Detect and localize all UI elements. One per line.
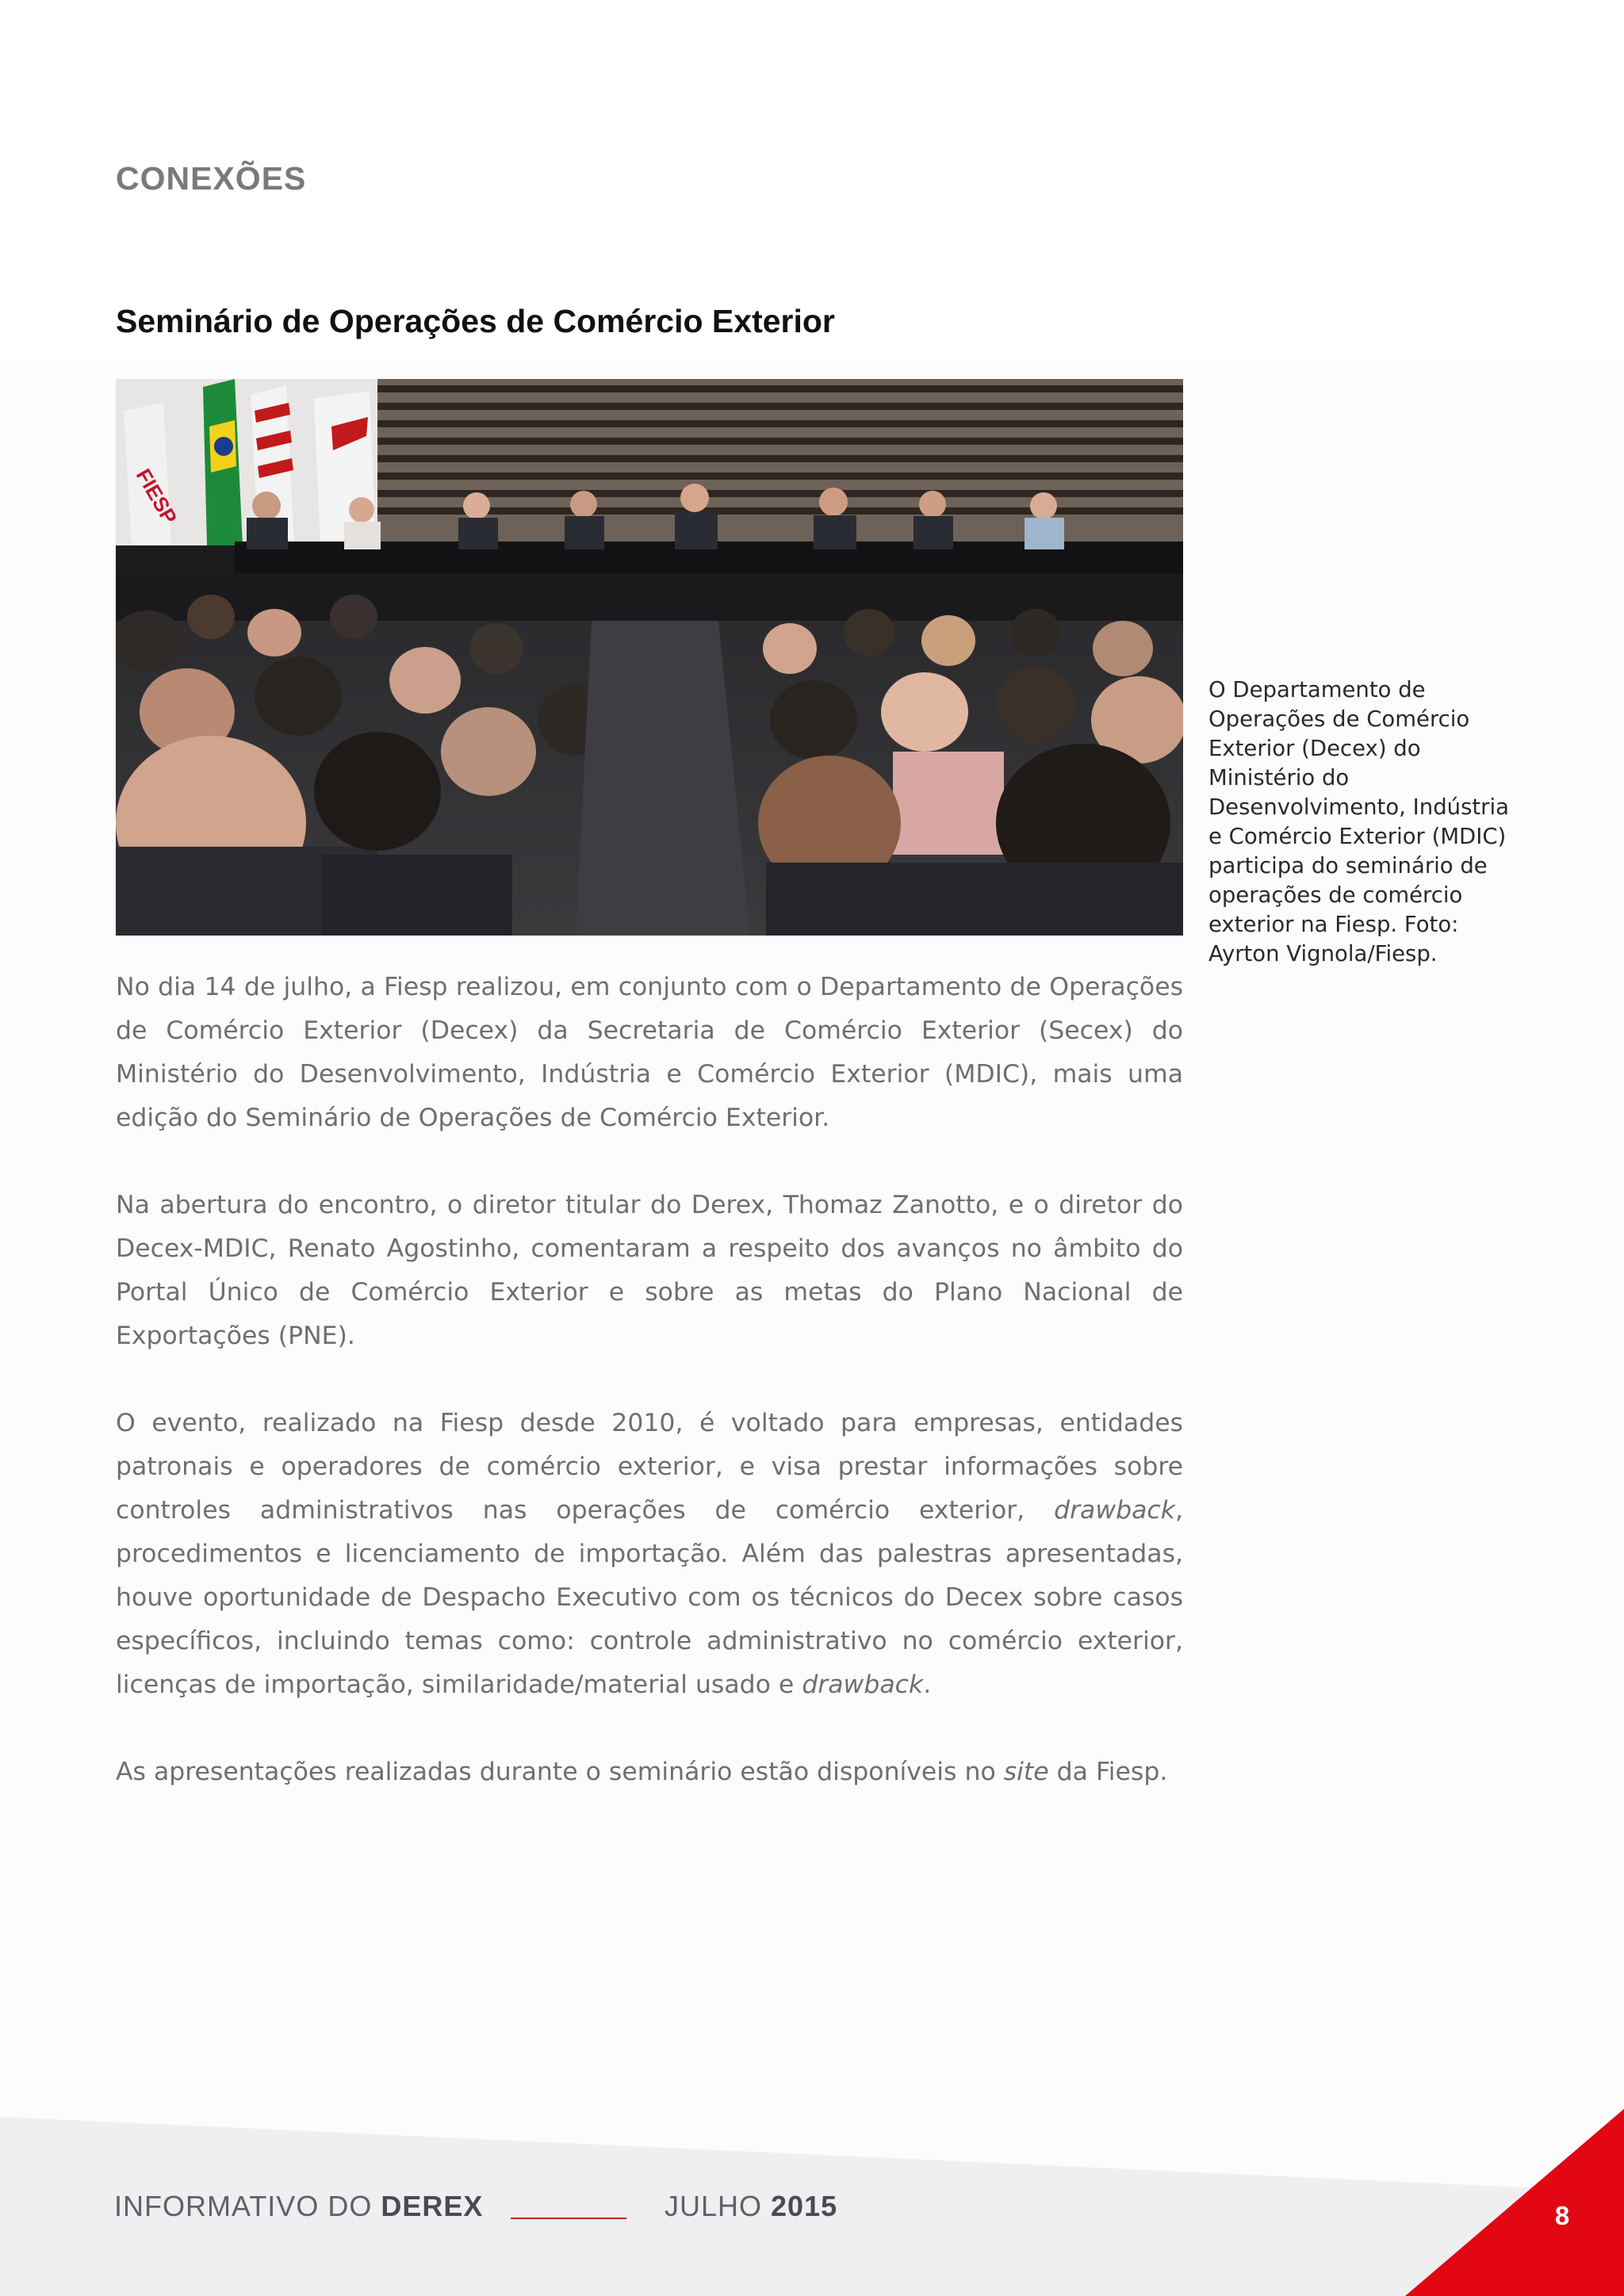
paragraph-3 [116,1402,1183,1707]
paragraph-4 [116,1751,1183,1794]
banner-text: FIESP [131,465,182,529]
paragraph-3-text: . [923,1670,932,1699]
seminar-photo-illustration [116,379,1183,936]
event-photo [116,379,1183,936]
paragraph-4-text: da Fiesp. [1048,1758,1168,1786]
paragraph-3-text: , procedimentos e licenciamento de importação. Além das palestras apresentadas, houve oportunidade de Despacho Executivo com os técnicos do Decex sobre casos específicos, incluindo temas como: controle administrativo no comércio exterior, licenças de importação, similaridade/material usado e [116,1496,1183,1699]
footer-divider [511,2218,626,2219]
publication-title: DEREX [381,2190,484,2222]
paragraph-4-text: As apresentações realizadas durante o seminário estão disponíveis no [116,1758,1004,1786]
page-number: 8 [1554,2201,1570,2230]
photo-caption: O Departamento de Operações de Comércio Exterior (Decex) do Ministério do Desenvolvimento, Indústria e Comércio Exterior (MDIC) participa do seminário de operações de comércio exterior na Fiesp. Foto: Ayrton Vignola/Fiesp. [1208,677,1509,966]
drawback-term: drawback [1054,1496,1175,1525]
issue-year: 2015 [771,2190,838,2222]
article-headline: Seminário de Operações de Comércio Exterior [116,303,835,339]
section-label: CONEXÕES [116,160,307,197]
article-body [116,966,1183,1838]
issue-date [665,2190,837,2223]
paragraph-1: No dia 14 de julho, a Fiesp realizou, em conjunto com o Departamento de Operações de Comércio Exterior (Decex) da Secretaria de Comércio Exterior (Secex) do Ministério do Desenvolvimento, Indústria e Comércio Exterior (MDIC), mais uma edição do Seminário de Operações de Comércio Exterior. [116,973,1183,1132]
paragraph-3-text: O evento, realizado na Fiesp desde 2010, é voltado para empresas, entidades patronais e operadores de comércio exterior, e visa prestar informações sobre controles administrativos nas operações de comércio exterior, [116,1409,1183,1525]
drawback-term: drawback [802,1670,924,1699]
issue-month: JULHO [665,2190,772,2222]
site-term: site [1003,1758,1049,1786]
publication-prefix: INFORMATIVO DO [114,2190,381,2222]
publication-name [114,2190,483,2223]
paragraph-2: Na abertura do encontro, o diretor titular do Derex, Thomaz Zanotto, e o diretor do Decex-MDIC, Renato Agostinho, comentaram a respeito dos avanços no âmbito do Portal Único de Comércio Exterior e sobre as metas do Plano Nacional de Exportações (PNE). [116,1191,1183,1350]
